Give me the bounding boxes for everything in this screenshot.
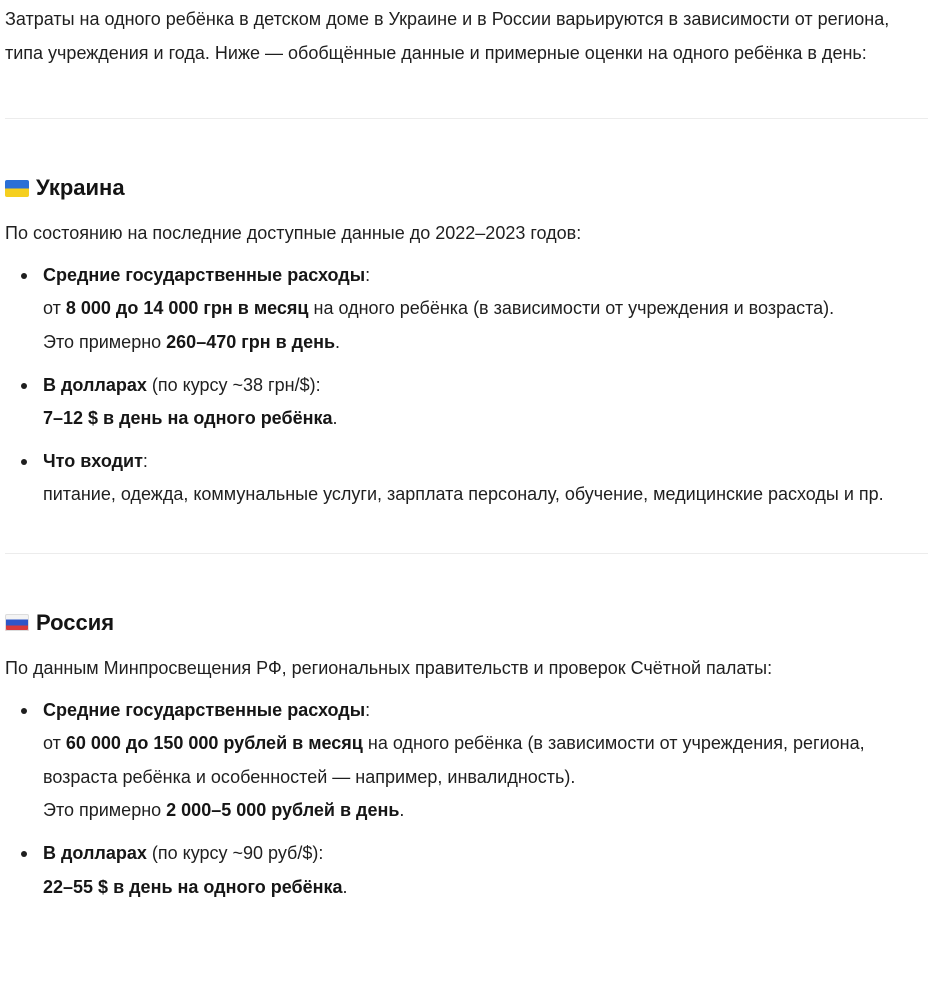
section-divider (5, 553, 928, 554)
russia-lead: По данным Минпросвещения РФ, региональных правительств и проверок Счётной палаты: (5, 657, 773, 678)
list-item (43, 837, 928, 904)
item-line: Это примерно 2 000–5 000 рублей в день. (43, 800, 405, 821)
section-heading-text: Украина (36, 175, 125, 201)
item-line: питание, одежда, коммунальные услуги, зарплата персоналу, обучение, медицинские расходы и пр. (43, 484, 884, 505)
item-line: от 8 000 до 14 000 грн в месяц на одного ребёнка (в зависимости от учреждения и возраста). (43, 298, 835, 319)
list-item (43, 694, 928, 828)
item-line: от 60 000 до 150 000 рублей в месяц на одного ребёнка (в зависимости от учреждения, региона, возраста ребёнка и особенностей — например, инвалидность). (43, 733, 865, 787)
item-heading: В долларах (по курсу ~38 грн/$): (43, 374, 321, 395)
russia-list (5, 694, 928, 905)
item-heading: Средние государственные расходы: (43, 699, 371, 720)
ukraine-lead: По состоянию на последние доступные данные до 2022–2023 годов: (5, 223, 582, 244)
item-heading: Средние государственные расходы: (43, 264, 371, 285)
russia-flag-icon (5, 614, 29, 631)
intro-paragraph: Затраты на одного ребёнка в детском доме в Украине и в России варьируются в зависимости от региона, типа учреждения и года. Ниже — обобщённые данные и примерные оценки на одного ребёнка в день: (5, 9, 890, 63)
item-line: Это примерно 260–470 грн в день. (43, 331, 341, 352)
item-line: 7–12 $ в день на одного ребёнка. (43, 408, 338, 429)
section-heading-ukraine (5, 173, 928, 203)
list-item (43, 259, 928, 360)
list-item (43, 369, 928, 436)
item-line: 22–55 $ в день на одного ребёнка. (43, 876, 348, 897)
section-divider (5, 118, 928, 119)
item-heading: Что входит: (43, 450, 148, 471)
section-heading-russia (5, 608, 928, 638)
section-heading-text: Россия (36, 609, 115, 635)
item-heading: В долларах (по курсу ~90 руб/$): (43, 842, 324, 863)
ukraine-list (5, 259, 928, 512)
ukraine-flag-icon (5, 180, 29, 197)
list-item (43, 445, 928, 512)
